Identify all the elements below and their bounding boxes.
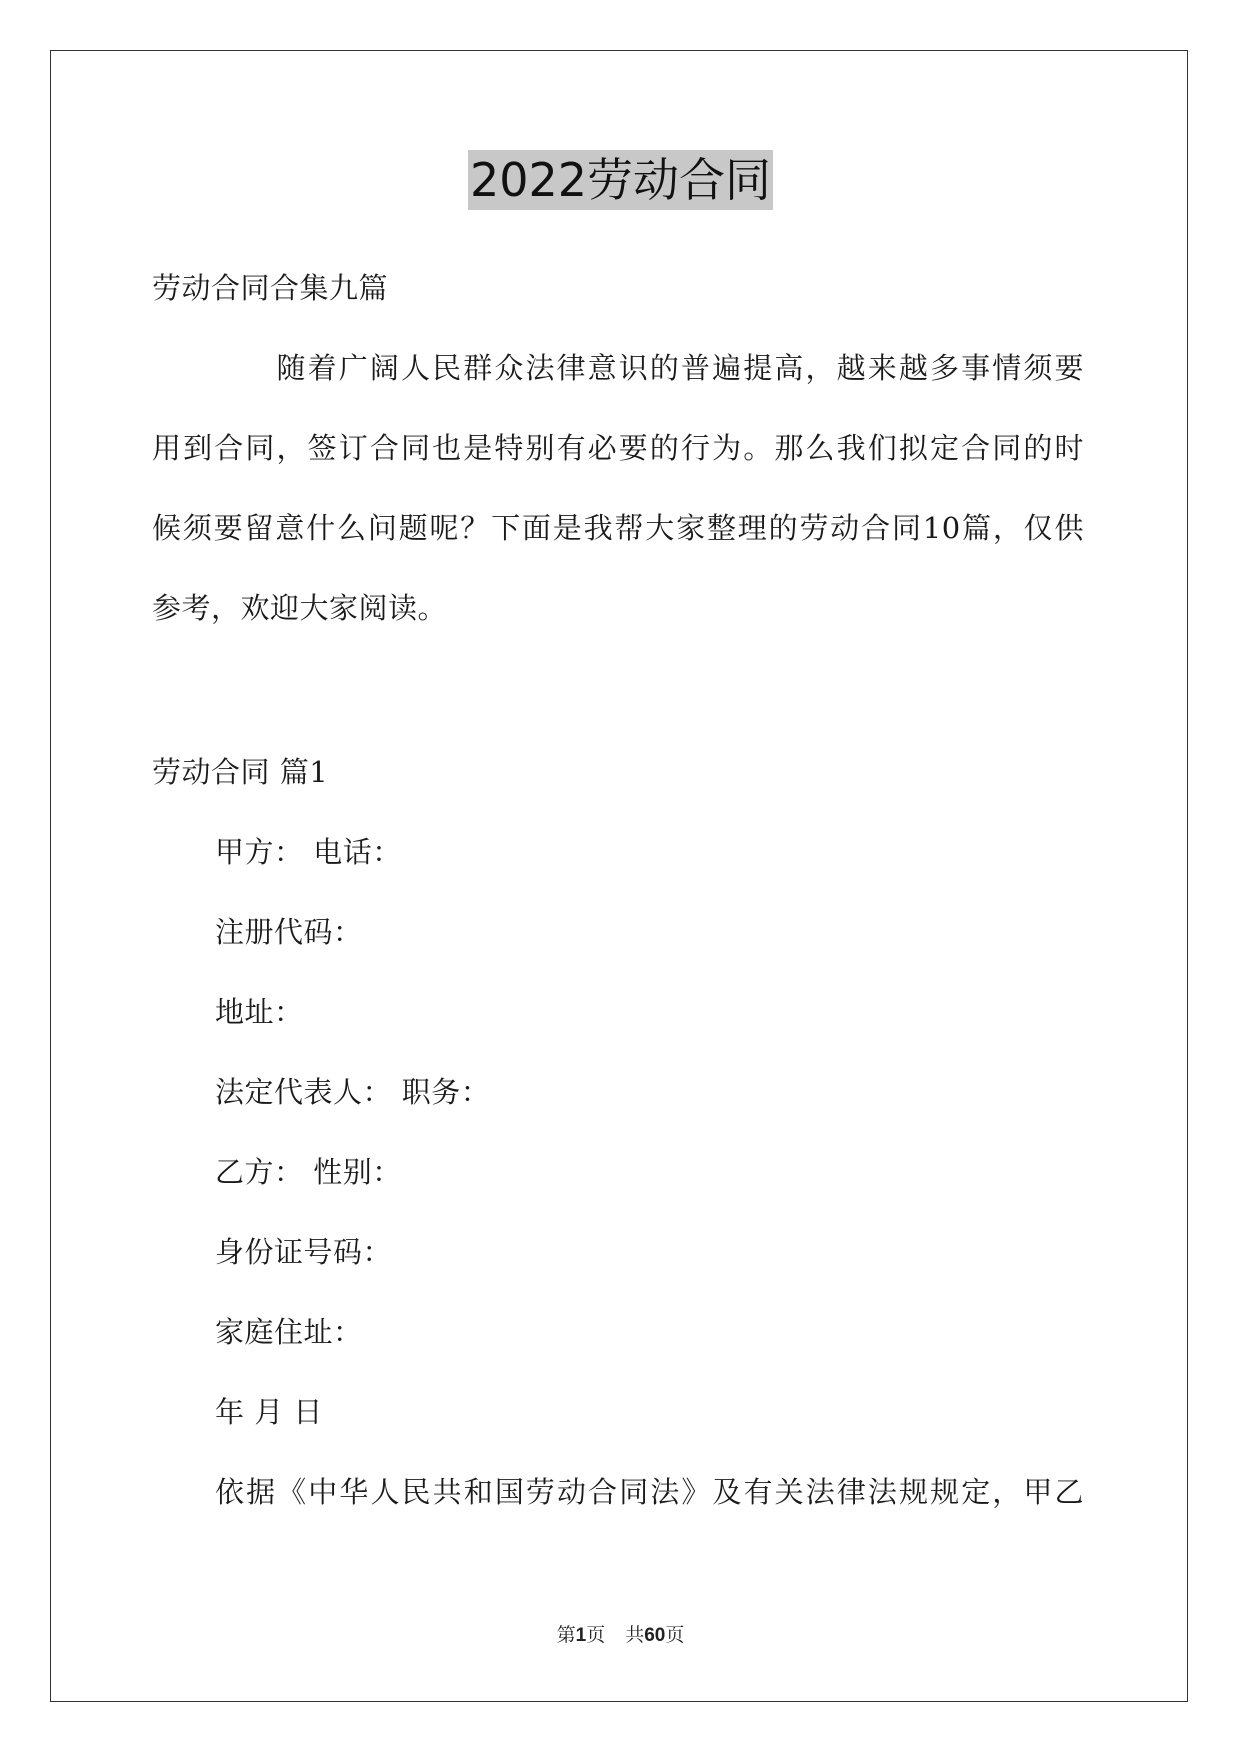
document-title: 2022劳动合同 [468, 150, 773, 210]
field-id-number: 身份证号码： [215, 1235, 393, 1269]
intro-line-4: 参考，欢迎大家阅读。 [152, 591, 448, 625]
field-date: 年 月 日 [215, 1395, 323, 1429]
field-address: 地址： [215, 995, 304, 1029]
footer-page-number: 1 [575, 1625, 587, 1646]
field-home-address: 家庭住址： [215, 1315, 363, 1349]
document-subtitle: 劳动合同合集九篇 [152, 271, 389, 305]
field-legal-representative: 法定代表人： 职务： [215, 1075, 491, 1109]
footer-total-prefix: 共 [625, 1624, 645, 1646]
page-footer [0, 1622, 1241, 1649]
intro-line-2: 用到合同，签订合同也是特别有必要的行为。那么我们拟定合同的时 [152, 431, 1084, 465]
footer-prefix: 第 [556, 1624, 576, 1646]
field-party-a-phone: 甲方： 电话： [215, 835, 402, 869]
intro-line-3: 候须要留意什么问题呢？下面是我帮大家整理的劳动合同10篇，仅供 [152, 511, 1084, 545]
field-registration-code: 注册代码： [215, 915, 363, 949]
field-party-b-gender: 乙方： 性别： [215, 1155, 402, 1189]
body-paragraph-start: 依据《中华人民共和国劳动合同法》及有关法律法规规定，甲乙 [215, 1475, 1084, 1509]
footer-total-pages: 60 [644, 1625, 666, 1646]
intro-line-1: 随着广阔人民群众法律意识的普遍提高，越来越多事情须要 [152, 351, 1084, 385]
footer-total-suffix: 页 [665, 1624, 685, 1646]
title-container [0, 150, 1241, 210]
section-heading: 劳动合同 篇1 [152, 755, 329, 789]
footer-page-suffix: 页 [586, 1624, 606, 1646]
